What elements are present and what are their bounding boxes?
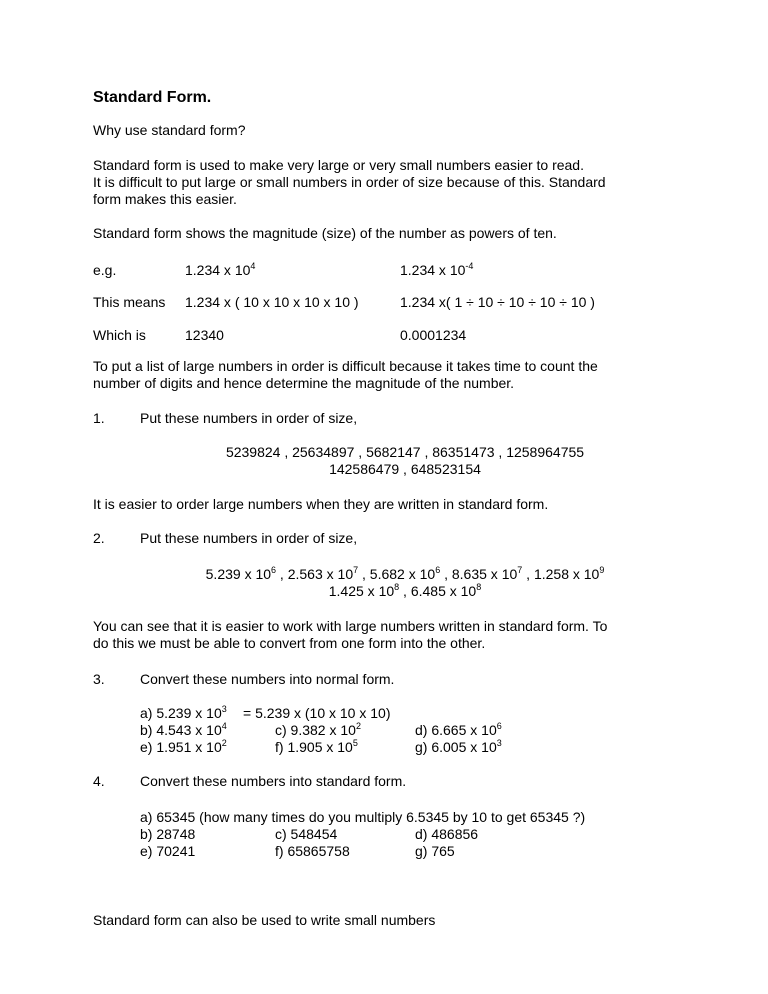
- intro-line-3: form makes this easier.: [93, 191, 237, 207]
- q3-item-c: c) 9.382 x $10^2$: [275, 721, 361, 738]
- see-line-2: do this we must be able to convert from one form into the other.: [93, 635, 486, 651]
- q3-item-e: e) 1.951 x $10^2$: [140, 738, 227, 755]
- eg-label: e.g.: [93, 262, 117, 278]
- q4-item-c: c) 548454: [275, 826, 338, 842]
- q1-text: Put these numbers in order of size,: [140, 410, 358, 426]
- question-why: Why use standard form?: [93, 122, 246, 138]
- q4-item-b: b) 28748: [140, 826, 196, 842]
- means-a: 1.234 x ( 10 x 10 x 10 x 10 ): [185, 294, 359, 310]
- q3-text: Convert these numbers into normal form.: [140, 671, 395, 687]
- eg-a: 1.234 x $10^4$: [185, 261, 256, 278]
- q3-item-d: d) 6.665 x $10^6$: [415, 721, 502, 738]
- see-line-1: You can see that it is easier to work with large numbers written in standard form. To: [93, 618, 608, 634]
- q1-number: 1.: [93, 410, 105, 426]
- q2-number: 2.: [93, 530, 105, 546]
- q1-numbers-line-1: 5239824 , 25634897 , 5682147 , 86351473 , 1258964755: [225, 444, 585, 460]
- q3-number: 3.: [93, 671, 105, 687]
- which-label: Which is: [93, 327, 146, 343]
- q2-numbers-line-2: 1.425 x $10^8$ , 6.485 x $10^8$: [328, 582, 482, 599]
- intro-line-2: It is difficult to put large or small numbers in order of size because of this. Standard: [93, 174, 606, 190]
- q2-numbers-line-1: 5.239 x $10^6$ , 2.563 x $10^7$ , 5.682 x $10^6$ , 8.635 x $10^7$ , 1.258 x $10^9$: [205, 565, 605, 582]
- q4-text: Convert these numbers into standard form.: [140, 773, 407, 789]
- q1-numbers-line-2: 142586479 , 648523154: [329, 461, 481, 477]
- which-b: 0.0001234: [400, 327, 467, 343]
- difficult-line-1: To put a list of large numbers in order is difficult because it takes time to count the: [93, 358, 598, 374]
- q4-item-g: g) 765: [415, 843, 455, 859]
- q3-item-g: g) 6.005 x $10^3$: [415, 738, 502, 755]
- magnitude-text: Standard form shows the magnitude (size) of the number as powers of ten.: [93, 225, 557, 241]
- q4-item-a: a) 65345 (how many times do you multiply 6.5345 by 10 to get 65345 ?): [140, 809, 586, 825]
- easier-text: It is easier to order large numbers when they are written in standard form.: [93, 496, 549, 512]
- difficult-line-2: number of digits and hence determine the magnitude of the number.: [93, 375, 515, 391]
- page-title: Standard Form.: [93, 89, 212, 106]
- q3-item-a: a) 5.239 x $10^3$: [140, 704, 227, 721]
- q4-item-e: e) 70241: [140, 843, 196, 859]
- eg-b: 1.234 x $10^{-4}$: [400, 261, 474, 278]
- q3-item-f: f) 1.905 x $10^5$: [275, 738, 358, 755]
- q2-text: Put these numbers in order of size,: [140, 530, 358, 546]
- which-a: 12340: [185, 327, 224, 343]
- intro-line-1: Standard form is used to make very large or very small numbers easier to read.: [93, 157, 584, 173]
- q4-number: 4.: [93, 773, 105, 789]
- means-b: 1.234 x( 1 ÷ 10 ÷ 10 ÷ 10 ÷ 10 ): [400, 294, 595, 310]
- small-numbers-text: Standard form can also be used to write small numbers: [93, 912, 436, 928]
- q3-item-a-working: = 5.239 x (10 x 10 x 10): [243, 705, 391, 721]
- q3-item-b: b) 4.543 x $10^4$: [140, 721, 227, 738]
- q4-item-d: d) 486856: [415, 826, 479, 842]
- q4-item-f: f) 65865758: [275, 843, 350, 859]
- means-label: This means: [93, 294, 166, 310]
